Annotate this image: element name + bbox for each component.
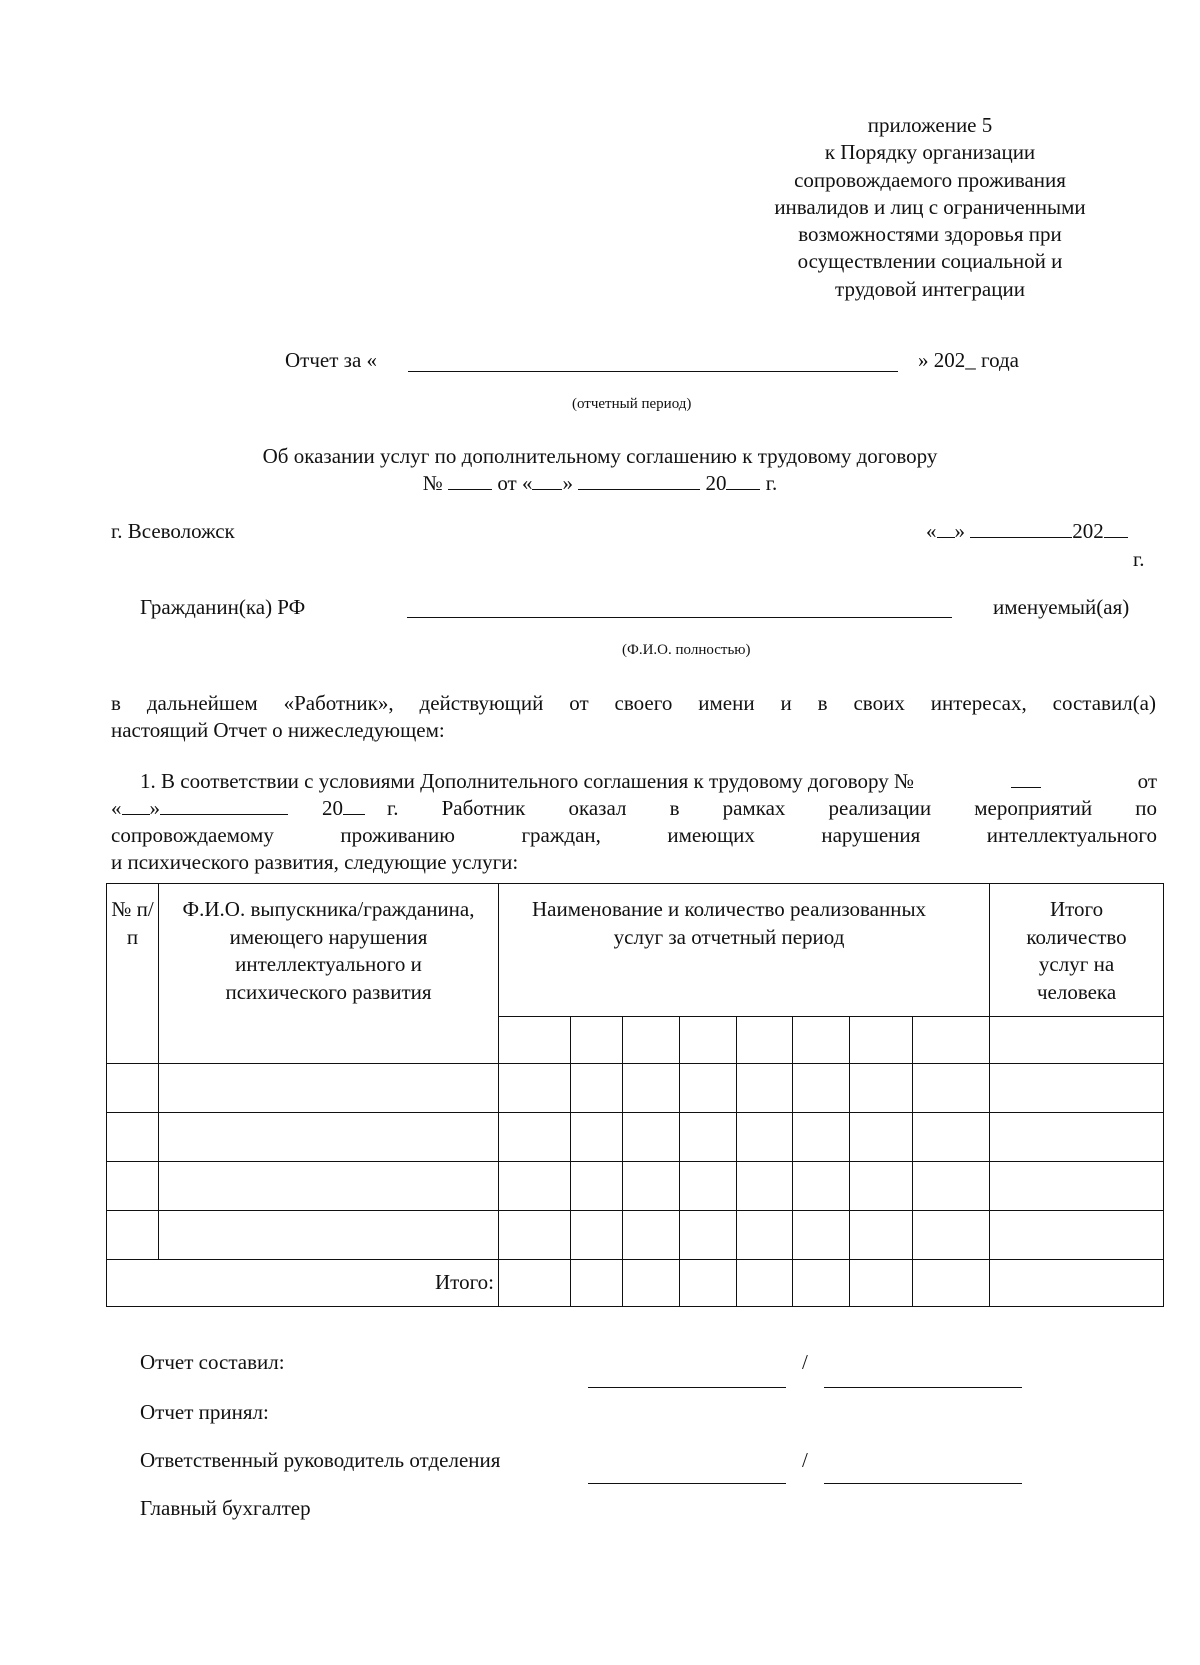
appendix-line: трудовой интеграции [835,276,1025,301]
table-cell[interactable] [680,1064,737,1113]
agreement-date-open: « [111,796,122,820]
agreement-number-field[interactable] [1011,787,1041,788]
date-month-field[interactable] [970,537,1072,538]
services-table [106,883,1164,1307]
total-label: Итого: [107,1260,499,1307]
appendix-line: сопровождаемого проживания [794,167,1066,192]
contract-year-field[interactable] [726,489,760,490]
table-cell[interactable] [499,1113,571,1162]
table-cell[interactable] [680,1162,737,1211]
contract-month-field[interactable] [578,489,700,490]
head-label: Ответственный руководитель отделения [140,1448,501,1472]
table-cell[interactable] [499,1260,571,1307]
table-cell[interactable] [159,1113,499,1162]
table-cell[interactable] [571,1064,623,1113]
date-close: » [954,519,965,543]
col-header-services: Наименование и количество реализованных услуг за отчетный период [499,884,990,1017]
table-cell[interactable] [990,1113,1164,1162]
agreement-year-field[interactable] [343,814,365,815]
table-cell[interactable] [990,1162,1164,1211]
table-cell[interactable] [793,1113,850,1162]
compiled-slash: / [802,1350,808,1374]
subject-line: Об оказании услуг по дополнительному соглашению к трудовому договору [262,444,938,468]
service-subcol-cell[interactable] [571,1017,623,1064]
total-subcol-cell[interactable] [990,1017,1164,1064]
table-cell[interactable] [737,1162,793,1211]
col-header-fio: Ф.И.О. выпускника/гражданина, имеющего нарушения интеллектуального и психического развития [159,884,499,1064]
table-cell[interactable] [107,1162,159,1211]
table-cell[interactable] [737,1113,793,1162]
table-cell[interactable] [623,1162,680,1211]
table-cell[interactable] [107,1064,159,1113]
table-cell[interactable] [623,1211,680,1260]
agreement-year-label: 20 [322,796,343,820]
table-cell[interactable] [499,1162,571,1211]
appendix-block [740,112,1120,303]
table-cell[interactable] [990,1064,1164,1113]
table-cell[interactable] [737,1260,793,1307]
appendix-line: возможностями здоровья при [798,222,1062,247]
contract-day-field[interactable] [532,489,562,490]
service-subcol-cell[interactable] [793,1017,850,1064]
table-cell[interactable] [913,1113,990,1162]
table-cell[interactable] [990,1211,1164,1260]
table-cell[interactable] [850,1113,913,1162]
table-row [107,1064,1164,1113]
table-cell[interactable] [499,1064,571,1113]
contract-year-label: 20 [705,471,727,495]
table-cell[interactable] [913,1211,990,1260]
table-cell[interactable] [571,1162,623,1211]
table-row [107,1211,1164,1260]
appendix-line: инвалидов и лиц с ограниченными [774,194,1086,219]
table-row [107,1162,1164,1211]
report-date [926,518,1128,545]
table-cell[interactable] [913,1260,990,1307]
table-cell[interactable] [737,1211,793,1260]
head-signature-field[interactable] [588,1483,786,1484]
table-cell[interactable] [571,1113,623,1162]
para2-line1-end: от [1137,769,1157,793]
table-row [107,1113,1164,1162]
date-year: 202 [1072,519,1104,543]
date-year-field[interactable] [1104,537,1128,538]
date-day-field[interactable] [937,537,955,538]
table-cell[interactable] [107,1113,159,1162]
contract-g-label: г. [765,471,778,495]
table-cell[interactable] [850,1260,913,1307]
agreement-date-close: » [149,796,160,820]
table-cell[interactable] [850,1211,913,1260]
table-cell[interactable] [571,1260,623,1307]
table-cell[interactable] [159,1064,499,1113]
para2-line2-rest: г. Работник оказал в рамках реализации мероприятий по [387,796,1157,820]
appendix-line: к Порядку организации [824,140,1036,165]
appendix-line: приложение 5 [867,113,993,137]
table-cell[interactable] [793,1162,850,1211]
head-name-field[interactable] [824,1483,1022,1484]
contract-number-field[interactable] [448,489,492,490]
para1-line2: настоящий Отчет о нижеследующем: [111,718,445,742]
table-cell[interactable] [571,1211,623,1260]
report-title-prefix: Отчет за « [285,348,378,372]
service-subcol-cell[interactable] [850,1017,913,1064]
table-cell[interactable] [793,1211,850,1260]
agreement-month-field[interactable] [160,814,288,815]
table-cell[interactable] [680,1260,737,1307]
date-g: г. [1133,547,1145,571]
table-cell[interactable] [990,1260,1164,1307]
service-subcol-cell[interactable] [499,1017,571,1064]
table-cell[interactable] [623,1113,680,1162]
table-cell[interactable] [680,1113,737,1162]
table-cell[interactable] [680,1211,737,1260]
contract-from-label: от « [497,471,533,495]
appendix-line: осуществлении социальной и [797,249,1063,274]
table-cell[interactable] [850,1064,913,1113]
fio-caption: (Ф.И.О. полностью) [622,642,751,658]
head-slash: / [802,1448,808,1472]
para1-line1: в дальнейшем «Работник», действующий от своего имени и в своих интересах, составил(а) [111,691,1156,715]
service-subcol-cell[interactable] [737,1017,793,1064]
agreement-day-field[interactable] [122,814,150,815]
city-label: г. Всеволожск [111,519,235,543]
table-total-row [107,1260,1164,1307]
table-cell[interactable] [623,1064,680,1113]
para2-line1-text: 1. В соответствии с условиями Дополнительного соглашения к трудовому договору № [140,769,914,793]
para2-line4: и психического развития, следующие услуги: [111,850,519,874]
date-open: « [926,519,937,543]
para2-line2 [111,795,1157,822]
contract-number-label: № [422,471,443,495]
compiled-name-field[interactable] [824,1387,1022,1388]
col-header-total: Итого количество услуг на человека [990,884,1164,1017]
para2-line3: сопровождаемому проживанию граждан, имеющих нарушения интеллектуального [111,823,1157,847]
table-cell[interactable] [793,1260,850,1307]
compiled-signature-field[interactable] [588,1387,786,1388]
service-subcol-cell[interactable] [680,1017,737,1064]
subject-contract-line [0,470,1200,497]
table-cell[interactable] [159,1211,499,1260]
table-cell[interactable] [107,1211,159,1260]
accountant-label: Главный бухгалтер [140,1496,311,1520]
quote-close: » [562,471,573,495]
para2-line1 [140,768,1157,795]
table-cell[interactable] [850,1162,913,1211]
named-label: именуемый(ая) [993,595,1130,619]
table-cell[interactable] [737,1064,793,1113]
service-subcol-cell[interactable] [623,1017,680,1064]
report-period-field[interactable] [408,371,898,372]
accepted-label: Отчет принял: [140,1400,269,1424]
table-cell[interactable] [913,1162,990,1211]
service-subcol-cell[interactable] [913,1017,990,1064]
report-period-caption: (отчетный период) [572,396,692,412]
table-cell[interactable] [913,1064,990,1113]
table-cell[interactable] [793,1064,850,1113]
report-title-suffix: » 202_ года [918,348,1019,372]
citizen-fio-field[interactable] [407,617,952,618]
col-header-num: № п/п [107,884,159,1064]
table-cell[interactable] [159,1162,499,1211]
compiled-label: Отчет составил: [140,1350,285,1374]
citizen-label: Гражданин(ка) РФ [140,595,306,619]
table-cell[interactable] [623,1260,680,1307]
table-cell[interactable] [499,1211,571,1260]
